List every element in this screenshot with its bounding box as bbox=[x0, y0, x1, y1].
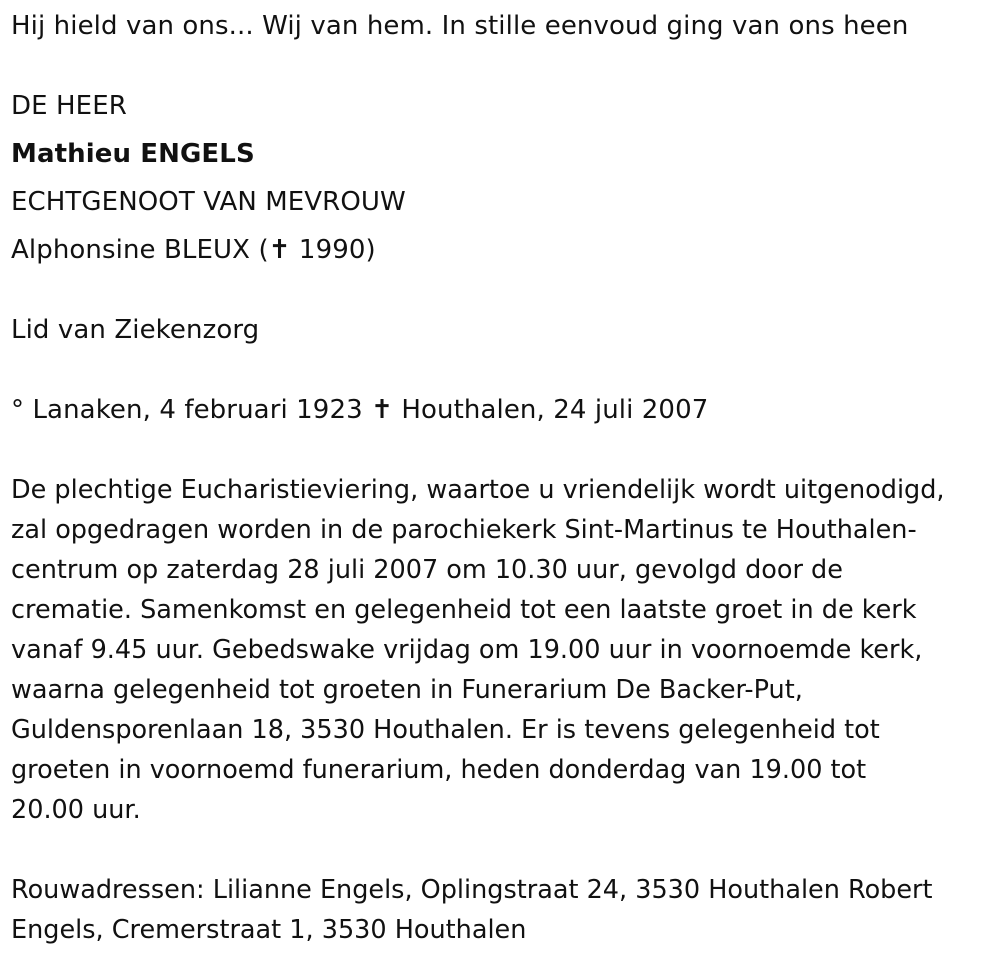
ceremony-line: 20.00 uur. bbox=[11, 795, 141, 825]
birth-death-text: ° Lanaken, 4 februari 1923 ✝ Houthalen, 24 juli 2007 bbox=[11, 395, 709, 425]
intro-text: Hij hield van ons... Wij van hem. In stille eenvoud ging van ons heen bbox=[11, 11, 909, 41]
ceremony-paragraph bbox=[11, 470, 945, 830]
spouse-prefix: ECHTGENOOT VAN MEVROUW bbox=[11, 187, 406, 217]
address-line: Engels, Cremerstraat 1, 3530 Houthalen bbox=[11, 915, 527, 945]
ceremony-line: waarna gelegenheid tot groeten in Funerarium De Backer-Put, bbox=[11, 675, 803, 705]
ceremony-line: Guldensporenlaan 18, 3530 Houthalen. Er is tevens gelegenheid tot bbox=[11, 715, 880, 745]
ceremony-line: zal opgedragen worden in de parochiekerk Sint-Martinus te Houthalen- bbox=[11, 515, 917, 545]
membership-text: Lid van Ziekenzorg bbox=[11, 315, 260, 345]
deceased-name: Mathieu ENGELS bbox=[11, 139, 255, 169]
ceremony-line: De plechtige Eucharistieviering, waartoe u vriendelijk wordt uitgenodigd, bbox=[11, 475, 945, 505]
title-prefix: DE HEER bbox=[11, 91, 127, 121]
ceremony-line: vanaf 9.45 uur. Gebedswake vrijdag om 19.00 uur in voornoemde kerk, bbox=[11, 635, 923, 665]
ceremony-line: groeten in voornoemd funerarium, heden donderdag van 19.00 tot bbox=[11, 755, 867, 785]
ceremony-line: centrum op zaterdag 28 juli 2007 om 10.30 uur, gevolgd door de bbox=[11, 555, 843, 585]
address-line: Rouwadressen: Lilianne Engels, Oplingstraat 24, 3530 Houthalen Robert bbox=[11, 875, 933, 905]
ceremony-line: crematie. Samenkomst en gelegenheid tot een laatste groet in de kerk bbox=[11, 595, 917, 625]
spouse-name: Alphonsine BLEUX (✝ 1990) bbox=[11, 235, 376, 265]
address-paragraph bbox=[11, 870, 933, 950]
